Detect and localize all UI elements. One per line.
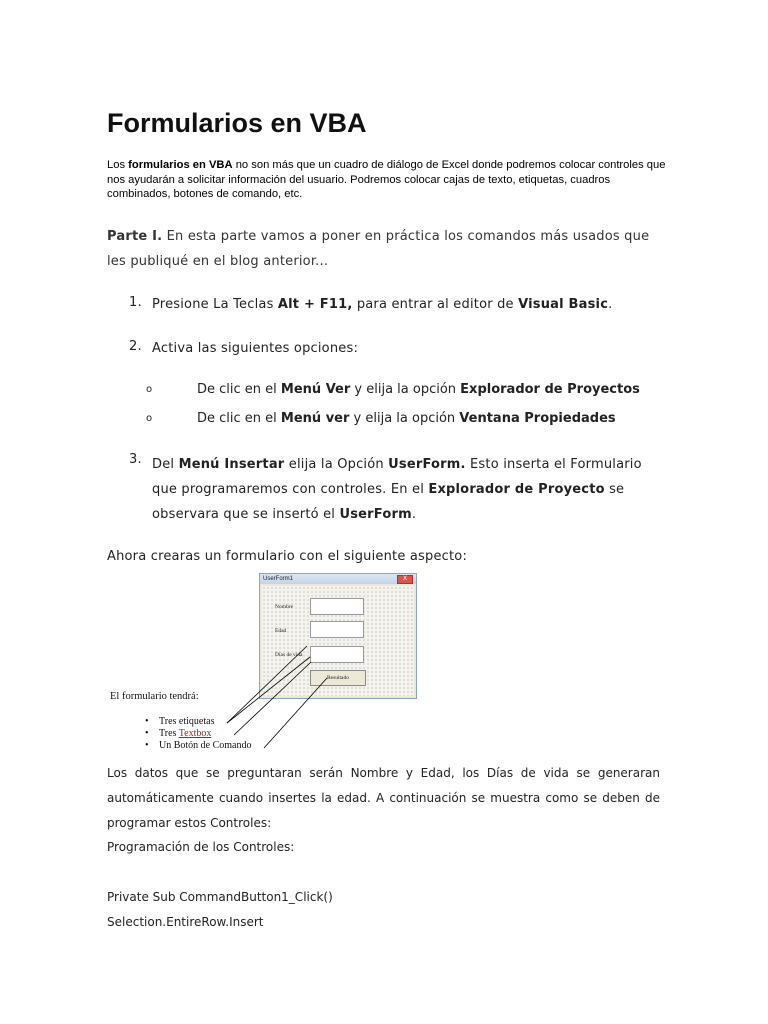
figure-list — [145, 716, 252, 752]
userform-figure — [107, 570, 424, 753]
parte-paragraph: Parte I. En esta parte vamos a poner en práctica los comandos más usados que les publiqué en el blog anterior... — [107, 229, 650, 269]
label-nombre: Nombre — [275, 604, 294, 610]
resultado-button: Resultado — [310, 670, 366, 686]
label-edad: Edad — [275, 628, 287, 634]
figure-caption: El formulario tendrá: — [110, 691, 199, 702]
arrow-etiquetas — [227, 646, 307, 723]
label-dias: Días de vida — [275, 652, 303, 658]
list-item: • Tres Textbox — [145, 728, 212, 739]
page-title: Formularios en VBA — [107, 108, 367, 138]
list-item: • Tres etiquetas — [145, 716, 215, 727]
arrow-boton — [264, 678, 327, 748]
arrow-etiquetas-2 — [227, 657, 310, 723]
parte-label: Parte I. — [107, 229, 163, 244]
code-line-2: Selection.EntireRow.Insert — [107, 915, 264, 929]
list-item: • Un Botón de Comando — [145, 740, 252, 751]
datos-paragraph: Los datos que se preguntaran serán Nombre y Edad, los Días de vida se generaran automáticamente cuando insertes la edad. A continuación se muestra como se deben de programar estos Controles: — [107, 766, 660, 830]
intro-paragraph: Los formularios en VBA no son más que un cuadro de diálogo de Excel donde podremos colocar controles que nos ayudarán a solicitar información del usuario. Podremos colocar cajas de texto, etiquetas, cuadros combinados, botones de comando, etc. — [107, 159, 666, 200]
close-icon: X — [397, 575, 413, 584]
programacion-heading: Programación de los Controles: — [107, 840, 295, 854]
userform-titlebar: UserForm1 X — [260, 574, 416, 584]
code-line-1: Private Sub CommandButton1_Click() — [107, 890, 333, 904]
ahora-text: Ahora crearas un formulario con el siguiente aspecto: — [107, 549, 468, 564]
